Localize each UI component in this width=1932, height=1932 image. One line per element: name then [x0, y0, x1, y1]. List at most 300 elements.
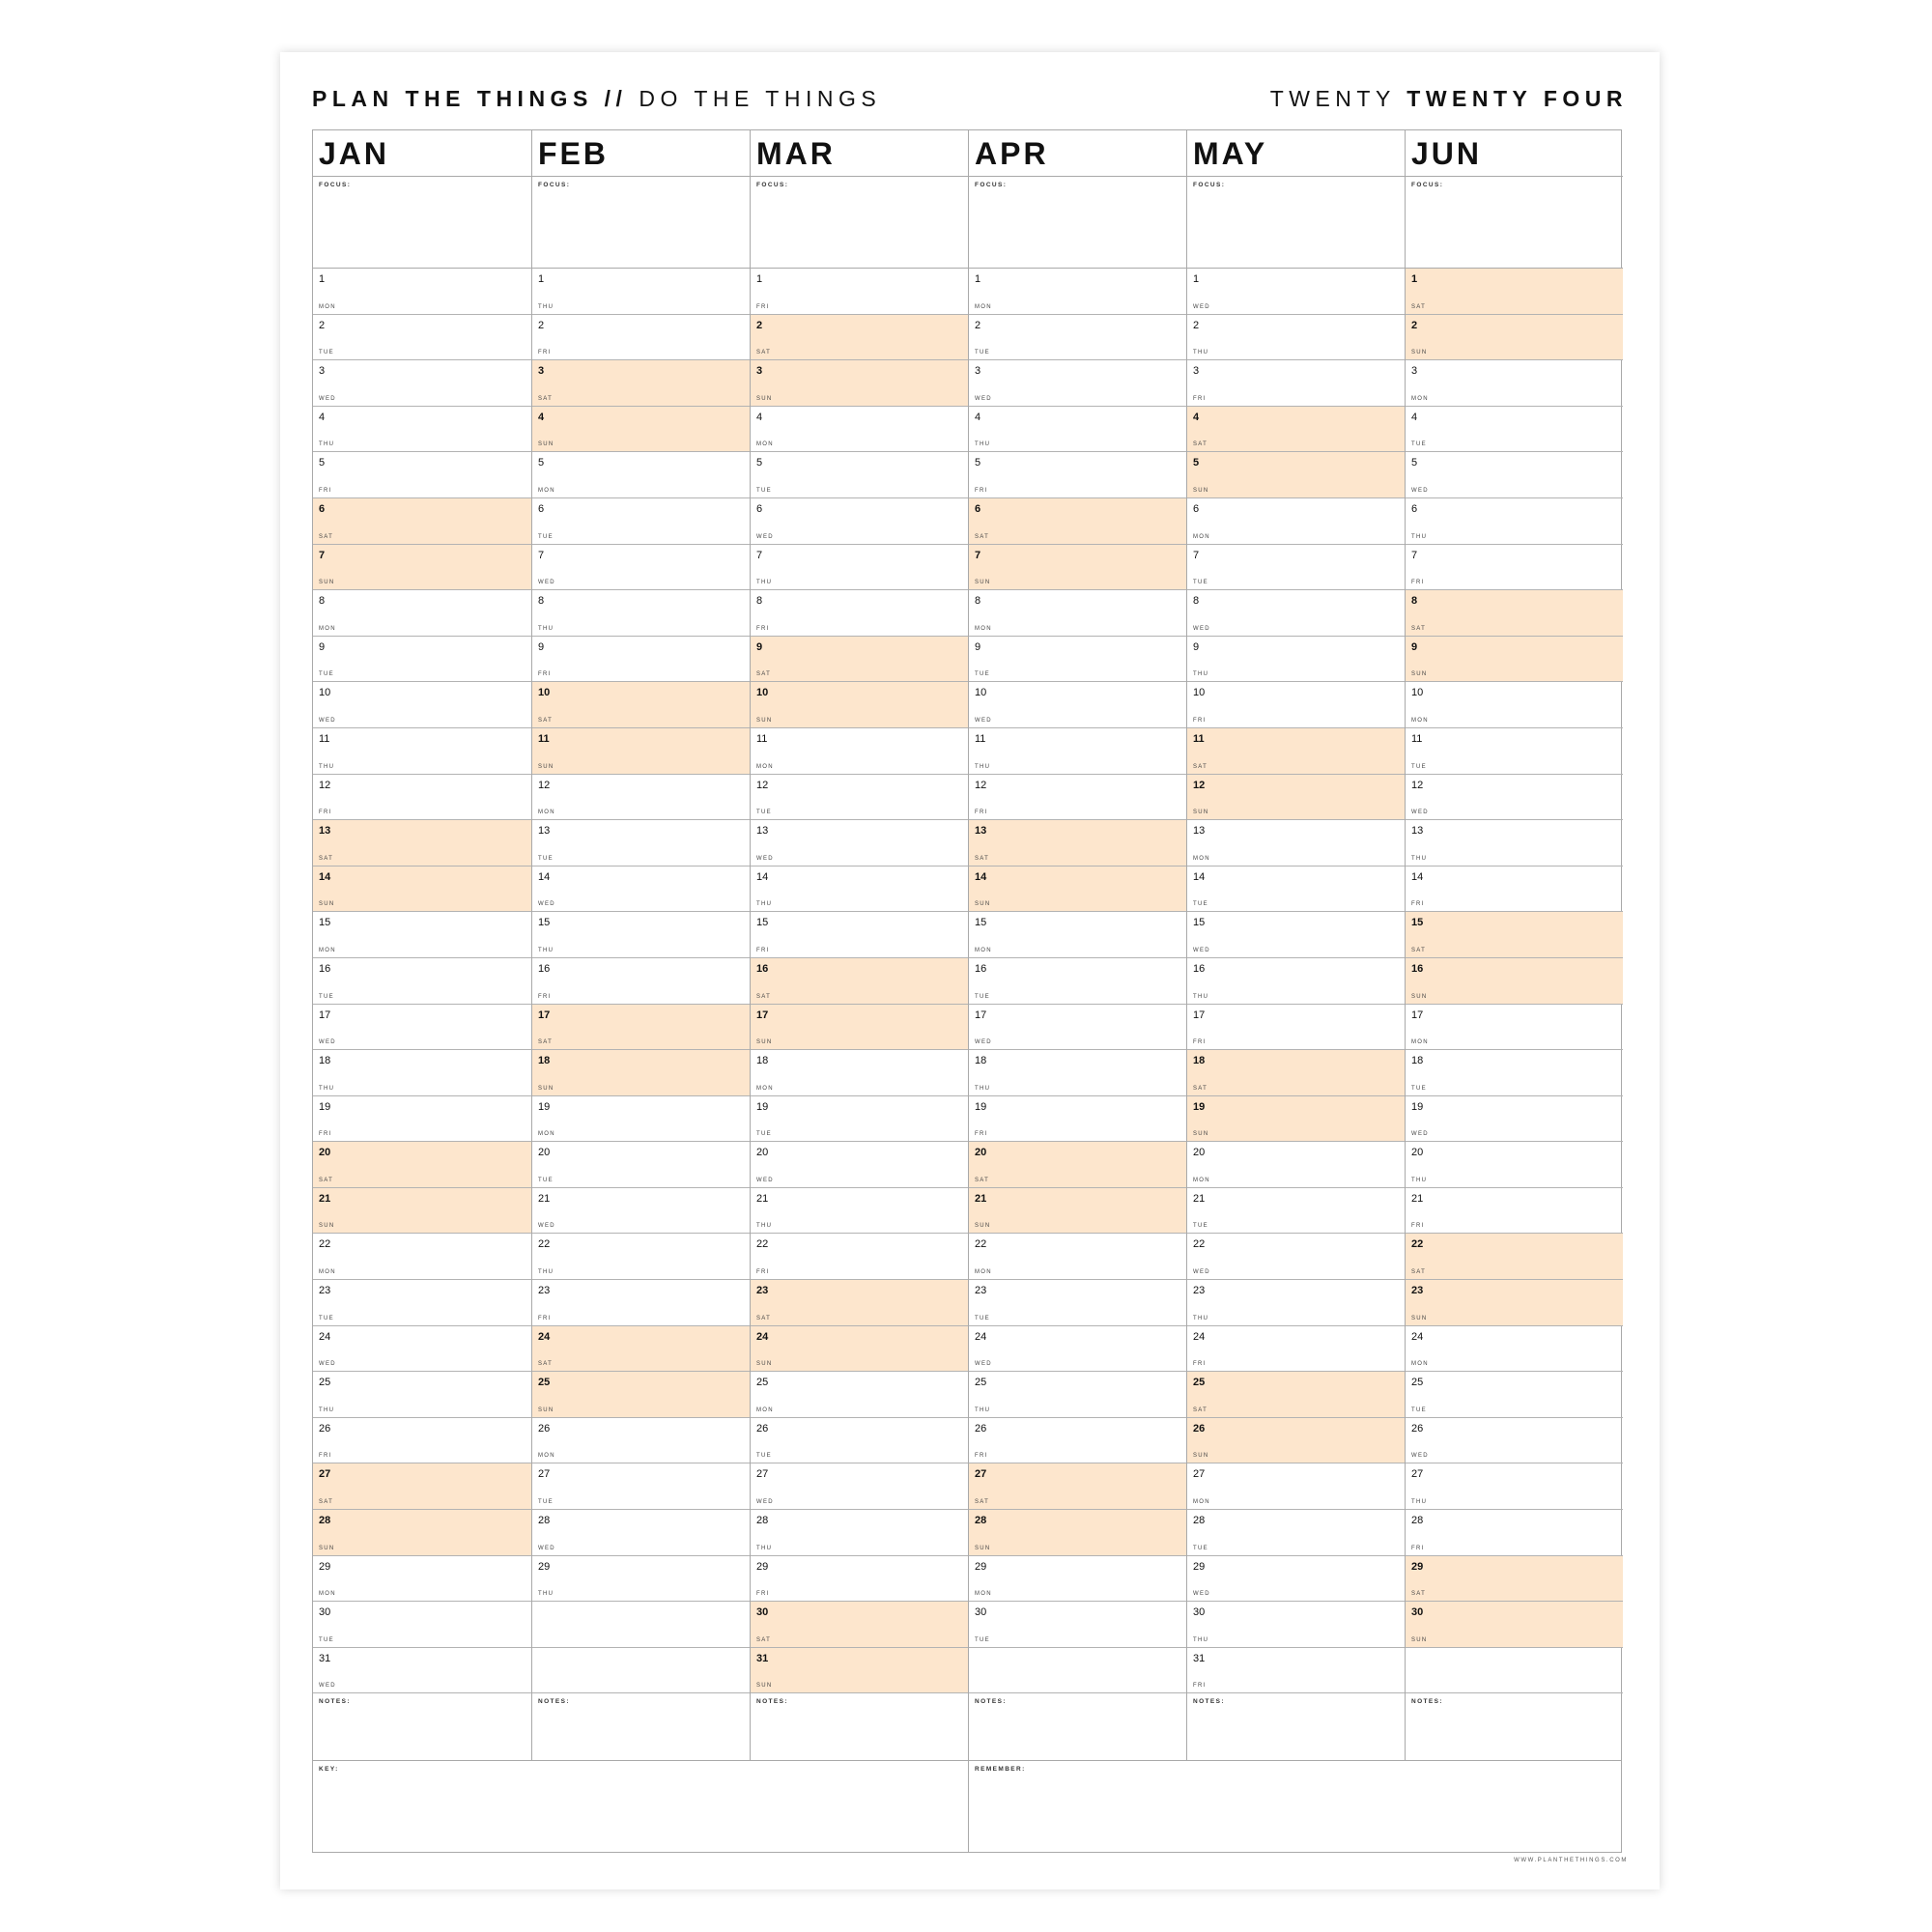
day-cell[interactable] [751, 360, 968, 407]
weekday-label: FRI [1193, 1039, 1207, 1046]
day-number: 26 [538, 1422, 551, 1435]
day-cell[interactable] [751, 1188, 968, 1235]
day-cell[interactable] [532, 360, 750, 407]
weekday-label: TUE [319, 993, 334, 1000]
day-number: 19 [1411, 1100, 1424, 1113]
day-cell[interactable] [1187, 912, 1405, 958]
weekday-label: THU [1411, 1499, 1428, 1506]
notes-label: NOTES: [1193, 1698, 1225, 1706]
day-number: 15 [538, 917, 551, 929]
day-cell[interactable] [1406, 360, 1623, 407]
day-number: 25 [538, 1377, 551, 1389]
day-cell[interactable] [313, 1463, 531, 1510]
day-number: 1 [538, 273, 545, 285]
day-cell[interactable] [969, 452, 1186, 498]
day-cell[interactable] [1187, 1280, 1405, 1326]
day-cell[interactable] [313, 1648, 531, 1694]
weekday-label: MON [756, 1406, 774, 1413]
day-cell[interactable] [751, 1463, 968, 1510]
day-cell[interactable] [969, 912, 1186, 958]
day-cell[interactable] [1187, 775, 1405, 821]
day-cell[interactable] [969, 682, 1186, 728]
footer-url: WWW.PLANTHETHINGS.COM [1514, 1858, 1628, 1863]
day-cell[interactable] [1187, 315, 1405, 361]
day-cell[interactable] [313, 867, 531, 913]
day-number: 8 [319, 595, 326, 608]
weekday-label: TUE [756, 487, 772, 494]
day-cell[interactable] [751, 590, 968, 637]
day-cell[interactable] [751, 1418, 968, 1464]
focus-box[interactable] [1406, 177, 1623, 269]
day-cell[interactable] [969, 360, 1186, 407]
day-cell[interactable] [313, 1326, 531, 1373]
day-cell[interactable] [1406, 1418, 1623, 1464]
day-number: 16 [1193, 962, 1206, 975]
day-number: 11 [975, 732, 986, 745]
day-cell[interactable] [313, 269, 531, 315]
notes-label: NOTES: [538, 1698, 570, 1706]
focus-box[interactable] [1187, 177, 1405, 269]
day-cell[interactable] [751, 1280, 968, 1326]
day-cell[interactable] [969, 498, 1186, 545]
day-cell[interactable] [751, 637, 968, 683]
day-cell[interactable] [1406, 1096, 1623, 1143]
day-cell[interactable] [532, 728, 750, 775]
day-cell[interactable] [313, 1418, 531, 1464]
day-cell[interactable] [751, 867, 968, 913]
day-cell[interactable] [313, 1050, 531, 1096]
weekday-label: WED [975, 1361, 992, 1368]
day-cell[interactable] [1406, 958, 1623, 1005]
notes-box[interactable] [751, 1693, 968, 1785]
day-cell[interactable] [532, 1556, 750, 1603]
weekday-label: SAT [1411, 947, 1427, 953]
day-cell[interactable] [532, 269, 750, 315]
day-number: 30 [319, 1606, 331, 1619]
day-number: 12 [975, 779, 987, 791]
weekday-label: SAT [756, 993, 772, 1000]
weekday-label: SUN [1193, 487, 1209, 494]
weekday-label: SAT [975, 1177, 990, 1183]
day-number: 22 [1411, 1238, 1424, 1251]
weekday-label: TUE [1193, 1545, 1208, 1551]
weekday-label: TUE [975, 993, 990, 1000]
focus-box[interactable] [532, 177, 750, 269]
day-cell[interactable] [313, 1188, 531, 1235]
day-cell[interactable] [532, 1005, 750, 1051]
day-cell[interactable] [1406, 1326, 1623, 1373]
day-cell[interactable] [1406, 1142, 1623, 1188]
weekday-label: SUN [1411, 671, 1428, 678]
day-cell[interactable] [751, 1005, 968, 1051]
day-cell[interactable] [969, 590, 1186, 637]
weekday-label: SAT [319, 533, 334, 540]
day-cell[interactable] [532, 1280, 750, 1326]
day-number: 15 [1411, 917, 1424, 929]
day-cell[interactable] [751, 315, 968, 361]
day-cell[interactable] [1406, 1463, 1623, 1510]
day-cell[interactable] [969, 1556, 1186, 1603]
day-cell[interactable] [532, 775, 750, 821]
day-number: 16 [1411, 962, 1424, 975]
notes-box[interactable] [532, 1693, 750, 1785]
day-cell[interactable] [532, 682, 750, 728]
day-cell[interactable] [313, 1005, 531, 1051]
day-cell[interactable] [1187, 1463, 1405, 1510]
day-number: 10 [538, 687, 551, 699]
day-cell[interactable] [969, 1602, 1186, 1648]
day-cell[interactable] [751, 820, 968, 867]
day-cell[interactable] [969, 728, 1186, 775]
day-cell[interactable] [1187, 1188, 1405, 1235]
weekday-label: FRI [975, 487, 988, 494]
notes-box[interactable] [313, 1693, 531, 1785]
weekday-label: WED [756, 855, 774, 862]
day-number: 13 [319, 825, 331, 838]
day-cell[interactable] [532, 1372, 750, 1418]
day-cell[interactable] [1406, 1556, 1623, 1603]
day-cell[interactable] [313, 728, 531, 775]
weekday-label: MON [538, 1131, 555, 1138]
day-number: 31 [1193, 1652, 1206, 1664]
weekday-label: TUE [756, 810, 772, 816]
day-cell[interactable] [1187, 1556, 1405, 1603]
day-cell[interactable] [1187, 1234, 1405, 1280]
notes-box[interactable] [1187, 1693, 1405, 1785]
day-number: 11 [1411, 732, 1423, 745]
day-cell[interactable] [751, 1372, 968, 1418]
day-cell[interactable] [532, 1510, 750, 1556]
day-cell[interactable] [751, 728, 968, 775]
day-number: 4 [538, 411, 545, 423]
day-cell[interactable] [532, 452, 750, 498]
day-number: 27 [756, 1468, 769, 1481]
day-cell[interactable] [1406, 545, 1623, 591]
day-cell[interactable] [313, 820, 531, 867]
weekday-label: TUE [975, 350, 990, 356]
weekday-label: SUN [756, 717, 773, 724]
weekday-label: WED [756, 1177, 774, 1183]
weekday-label: THU [1193, 671, 1209, 678]
day-cell[interactable] [969, 867, 1186, 913]
day-cell[interactable] [751, 452, 968, 498]
day-cell[interactable] [532, 1050, 750, 1096]
day-cell[interactable] [751, 958, 968, 1005]
weekday-label: THU [319, 1085, 335, 1092]
day-cell[interactable] [1406, 590, 1623, 637]
day-cell[interactable] [1406, 452, 1623, 498]
day-number: 25 [319, 1377, 331, 1389]
weekday-label: SAT [1193, 1406, 1208, 1413]
focus-box[interactable] [751, 177, 968, 269]
day-cell[interactable] [313, 407, 531, 453]
day-cell[interactable] [1187, 867, 1405, 913]
day-cell[interactable] [1187, 498, 1405, 545]
day-cell[interactable] [1187, 1142, 1405, 1188]
day-cell[interactable] [532, 545, 750, 591]
day-cell[interactable] [1187, 1326, 1405, 1373]
day-cell[interactable] [1406, 867, 1623, 913]
day-cell[interactable] [969, 1510, 1186, 1556]
day-cell[interactable] [1406, 637, 1623, 683]
day-cell[interactable] [969, 1005, 1186, 1051]
day-cell[interactable] [751, 1326, 968, 1373]
day-number: 28 [1411, 1515, 1424, 1527]
day-cell[interactable] [1406, 315, 1623, 361]
day-cell[interactable] [969, 1142, 1186, 1188]
notes-box[interactable] [1406, 1693, 1623, 1785]
day-cell[interactable] [532, 1096, 750, 1143]
weekday-label: TUE [1193, 901, 1208, 908]
day-cell[interactable] [1187, 1050, 1405, 1096]
day-cell[interactable] [1187, 407, 1405, 453]
day-cell[interactable] [969, 315, 1186, 361]
day-cell[interactable] [532, 637, 750, 683]
day-cell[interactable] [969, 775, 1186, 821]
day-cell[interactable] [313, 1234, 531, 1280]
weekday-label: SAT [756, 350, 772, 356]
month-column [750, 130, 968, 1760]
weekday-label: SAT [975, 533, 990, 540]
notes-box[interactable] [969, 1693, 1186, 1785]
day-number: 4 [756, 411, 763, 423]
day-cell[interactable] [751, 682, 968, 728]
day-cell[interactable] [751, 1234, 968, 1280]
day-cell[interactable] [751, 1510, 968, 1556]
day-cell[interactable] [751, 269, 968, 315]
weekday-label: THU [1193, 1315, 1209, 1321]
weekday-label: SUN [1411, 1315, 1428, 1321]
day-cell[interactable] [751, 1556, 968, 1603]
day-cell[interactable] [532, 1326, 750, 1373]
day-cell[interactable] [969, 958, 1186, 1005]
day-cell[interactable] [313, 682, 531, 728]
day-cell[interactable] [1406, 498, 1623, 545]
day-cell[interactable] [532, 1463, 750, 1510]
day-cell[interactable] [751, 775, 968, 821]
key-label: KEY: [319, 1766, 339, 1773]
day-cell[interactable] [1406, 407, 1623, 453]
day-number: 6 [756, 502, 763, 515]
weekday-label: WED [1193, 1269, 1210, 1276]
day-cell[interactable] [1406, 1372, 1623, 1418]
day-cell[interactable] [969, 1096, 1186, 1143]
day-cell[interactable] [1406, 1050, 1623, 1096]
day-number: 3 [538, 365, 545, 378]
day-number: 9 [975, 640, 981, 653]
day-cell[interactable] [532, 820, 750, 867]
day-number: 21 [975, 1192, 987, 1205]
day-cell[interactable] [532, 1188, 750, 1235]
day-cell[interactable] [313, 1510, 531, 1556]
day-cell[interactable] [1187, 452, 1405, 498]
day-cell[interactable] [969, 269, 1186, 315]
day-number: 27 [1411, 1468, 1424, 1481]
day-cell[interactable] [969, 407, 1186, 453]
day-number: 7 [538, 549, 545, 561]
day-cell[interactable] [969, 820, 1186, 867]
weekday-label: FRI [756, 625, 770, 632]
day-cell[interactable] [532, 958, 750, 1005]
day-cell[interactable] [532, 1142, 750, 1188]
planner-header [312, 79, 1628, 118]
weekday-label: SAT [538, 1039, 554, 1046]
day-cell[interactable] [313, 958, 531, 1005]
day-cell[interactable] [1406, 1234, 1623, 1280]
day-cell[interactable] [1187, 958, 1405, 1005]
day-cell[interactable] [1187, 269, 1405, 315]
day-number: 14 [975, 870, 987, 883]
day-cell[interactable] [313, 1280, 531, 1326]
day-cell[interactable] [532, 590, 750, 637]
notes-label: NOTES: [319, 1698, 351, 1706]
weekday-label: SAT [756, 1315, 772, 1321]
weekday-label: FRI [538, 350, 552, 356]
weekday-label: THU [975, 1085, 991, 1092]
day-cell[interactable] [1406, 1510, 1623, 1556]
day-number: 11 [1193, 732, 1205, 745]
day-cell[interactable] [751, 498, 968, 545]
focus-box[interactable] [313, 177, 531, 269]
day-cell[interactable] [1187, 728, 1405, 775]
weekday-label: SUN [319, 901, 335, 908]
day-cell[interactable] [313, 545, 531, 591]
day-cell[interactable] [969, 1463, 1186, 1510]
day-cell[interactable] [1187, 637, 1405, 683]
day-cell[interactable] [313, 1096, 531, 1143]
weekday-label: SUN [756, 395, 773, 402]
day-cell[interactable] [313, 1602, 531, 1648]
day-cell[interactable] [313, 1556, 531, 1603]
day-cell[interactable] [969, 545, 1186, 591]
day-cell[interactable] [751, 1142, 968, 1188]
day-number: 7 [1411, 549, 1418, 561]
day-cell[interactable] [751, 1096, 968, 1143]
day-cell[interactable] [1406, 912, 1623, 958]
day-number: 17 [319, 1009, 331, 1021]
day-cell[interactable] [969, 1188, 1186, 1235]
day-cell[interactable] [751, 1602, 968, 1648]
day-cell[interactable] [969, 1234, 1186, 1280]
weekday-label: FRI [1411, 1223, 1425, 1230]
day-cell[interactable] [969, 1050, 1186, 1096]
day-number: 30 [1411, 1606, 1424, 1619]
weekday-label: WED [1411, 1131, 1429, 1138]
day-cell[interactable] [313, 912, 531, 958]
day-cell[interactable] [751, 407, 968, 453]
day-cell[interactable] [532, 498, 750, 545]
day-cell[interactable] [1406, 1005, 1623, 1051]
day-cell[interactable] [313, 452, 531, 498]
day-cell[interactable] [1406, 269, 1623, 315]
day-cell[interactable] [1187, 1005, 1405, 1051]
day-cell[interactable] [1187, 820, 1405, 867]
day-number: 4 [319, 411, 326, 423]
day-number: 10 [319, 687, 331, 699]
day-number: 30 [975, 1606, 987, 1619]
day-number: 18 [319, 1055, 331, 1067]
day-number: 7 [975, 549, 981, 561]
day-cell[interactable] [751, 1050, 968, 1096]
day-number: 18 [975, 1055, 987, 1067]
day-cell[interactable] [1406, 1188, 1623, 1235]
day-number: 16 [756, 962, 769, 975]
weekday-label: WED [756, 1499, 774, 1506]
day-cell[interactable] [969, 637, 1186, 683]
year-bold: TWENTY FOUR [1406, 85, 1628, 111]
day-number: 9 [1193, 640, 1200, 653]
day-number: 14 [1193, 870, 1206, 883]
day-cell[interactable] [532, 407, 750, 453]
weekday-label: MON [538, 487, 555, 494]
day-cell[interactable] [313, 637, 531, 683]
day-cell[interactable] [1406, 728, 1623, 775]
weekday-label: MON [538, 1453, 555, 1460]
day-cell[interactable] [1187, 682, 1405, 728]
day-cell[interactable] [969, 1326, 1186, 1373]
day-cell[interactable] [1406, 1602, 1623, 1648]
weekday-label: TUE [756, 1131, 772, 1138]
month-column [968, 130, 1186, 1760]
day-cell[interactable] [1187, 1648, 1405, 1694]
day-cell[interactable] [1406, 682, 1623, 728]
day-cell[interactable] [751, 1648, 968, 1694]
day-cell[interactable] [969, 1372, 1186, 1418]
day-cell[interactable] [313, 360, 531, 407]
day-cell[interactable] [532, 912, 750, 958]
day-cell[interactable] [1187, 1602, 1405, 1648]
weekday-label: THU [975, 1406, 991, 1413]
day-cell[interactable] [313, 775, 531, 821]
day-cell[interactable] [751, 545, 968, 591]
weekday-label: WED [1411, 810, 1429, 816]
day-cell[interactable] [969, 1418, 1186, 1464]
day-cell[interactable] [532, 1418, 750, 1464]
day-cell[interactable] [532, 1234, 750, 1280]
day-cell[interactable] [969, 1280, 1186, 1326]
weekday-label: WED [319, 395, 336, 402]
weekday-label: SAT [1193, 1085, 1208, 1092]
day-cell[interactable] [313, 1372, 531, 1418]
day-cell[interactable] [1187, 1372, 1405, 1418]
day-cell[interactable] [751, 912, 968, 958]
weekday-label: SAT [975, 1499, 990, 1506]
focus-box[interactable] [969, 177, 1186, 269]
day-cell[interactable] [1406, 1280, 1623, 1326]
weekday-label: MON [756, 763, 774, 770]
day-cell[interactable] [1187, 1510, 1405, 1556]
day-cell[interactable] [313, 1142, 531, 1188]
day-cell[interactable] [313, 498, 531, 545]
day-cell [1406, 1648, 1623, 1694]
day-cell[interactable] [1187, 545, 1405, 591]
day-number: 6 [1411, 502, 1418, 515]
day-cell[interactable] [1187, 1418, 1405, 1464]
day-cell[interactable] [313, 590, 531, 637]
day-cell[interactable] [1187, 590, 1405, 637]
day-number: 26 [975, 1422, 987, 1435]
day-cell[interactable] [1187, 1096, 1405, 1143]
day-cell[interactable] [1406, 820, 1623, 867]
calendar-grid [312, 129, 1622, 1853]
day-cell[interactable] [1406, 775, 1623, 821]
day-cell[interactable] [313, 315, 531, 361]
day-cell[interactable] [532, 315, 750, 361]
day-cell[interactable] [532, 867, 750, 913]
day-cell[interactable] [1187, 360, 1405, 407]
day-number: 20 [975, 1147, 987, 1159]
day-number: 24 [319, 1330, 331, 1343]
